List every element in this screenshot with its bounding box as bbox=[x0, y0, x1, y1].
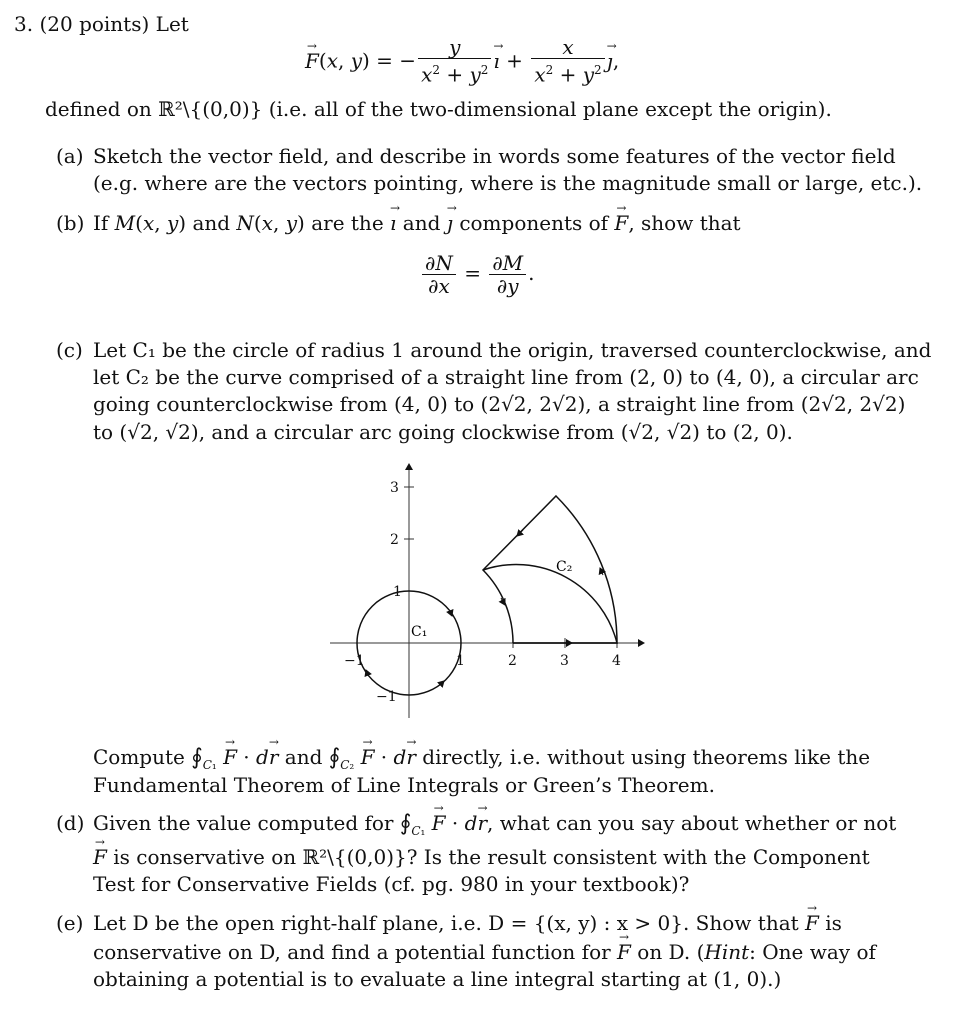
part-c-line1: Let C₁ be the circle of radius 1 around the origin, traversed counterclockwise, and bbox=[93, 338, 932, 362]
y-tick-3: 3 bbox=[390, 480, 399, 496]
part-e-line1: Let D be the open right-half plane, i.e. D = {(x, y) : x > 0}. Show that → F is bbox=[93, 911, 842, 935]
c2-arrow-2 bbox=[600, 568, 603, 575]
domain-statement: defined on ℝ²\{(0,0)} (i.e. all of the two-dimensional plane except the origin). bbox=[45, 97, 832, 121]
part-a-line1: Sketch the vector field, and describe in words some features of the vector field bbox=[93, 144, 896, 168]
part-d-line1: Given the value computed for $∮_{C_1} \to F \cdot d\to r$, what can you say about whether or not bbox=[93, 811, 896, 843]
part-c-line3: going counterclockwise from (4, 0) to (2√2, 2√2), a straight line from (2√2, 2√2) bbox=[93, 392, 906, 416]
part-e-label: (e) bbox=[56, 911, 84, 935]
part-b-text: If M(x, y) and N(x, y) are the → ı and → ȷ components of → F, show that bbox=[93, 211, 741, 235]
c1-arrow-3 bbox=[440, 681, 444, 685]
part-c-label: (c) bbox=[56, 338, 83, 362]
x-tick-1: 1 bbox=[456, 653, 465, 669]
part-c-line4: to (√2, √2), and a circular arc going clockwise from (√2, √2) to (2, 0). bbox=[93, 420, 793, 444]
c1-label: C₁ bbox=[411, 624, 428, 640]
part-a-label: (a) bbox=[56, 144, 84, 168]
problem-header: 3. (20 points) Let bbox=[14, 12, 189, 36]
x-tick-4: 4 bbox=[612, 653, 621, 669]
part-c-line2: let C₂ be the curve comprised of a straight line from (2, 0) to (4, 0), a circular arc bbox=[93, 365, 919, 389]
part-d-line2: → F is conservative on ℝ²\{(0,0)}? Is the result consistent with the Component bbox=[93, 845, 870, 869]
curve-c2-outer bbox=[483, 565, 617, 643]
formula-render: → F(x, y) = − $\frac{y}{x^2 + y^2}$ → ı + $\frac{x}{x^2 + y^2}$ → ȷ, bbox=[305, 36, 619, 86]
part-d-label: (d) bbox=[56, 811, 85, 835]
y-tick-1: 1 bbox=[393, 584, 402, 600]
partial-derivative-equation: $\frac{\partial N}{\partial x}$ = $\frac{\partial M}{\partial y}$ . bbox=[420, 252, 535, 308]
x-tick-2: 2 bbox=[508, 653, 517, 669]
compute-line2: Fundamental Theorem of Line Integrals or Green’s Theorem. bbox=[93, 773, 715, 797]
c2-label: C₂ bbox=[556, 559, 573, 575]
part-e-line3: obtaining a potential is to evaluate a line integral starting at (1, 0).) bbox=[93, 967, 782, 991]
c2-arrow-3 bbox=[517, 530, 523, 536]
y-tick-2: 2 bbox=[390, 532, 399, 548]
part-b-label: (b) bbox=[56, 211, 85, 235]
x-tick-neg1: −1 bbox=[344, 653, 365, 669]
part-a-line2: (e.g. where are the vectors pointing, where is the magnitude small or large, etc.). bbox=[93, 171, 923, 195]
x-tick-3: 3 bbox=[560, 653, 569, 669]
part-d-line3: Test for Conservative Fields (cf. pg. 980 in your textbook)? bbox=[93, 872, 690, 896]
y-tick-neg1: −1 bbox=[376, 689, 397, 705]
compute-line1: Compute $∮_{C_1} \to F \cdot d\to r$ and $∮_{C_2} \to F \cdot d\to r$ directly, i.e. without using theorems like the bbox=[93, 745, 870, 777]
part-e-line2: conservative on D, and find a potential function for → F on D. (Hint: One way of bbox=[93, 940, 876, 964]
